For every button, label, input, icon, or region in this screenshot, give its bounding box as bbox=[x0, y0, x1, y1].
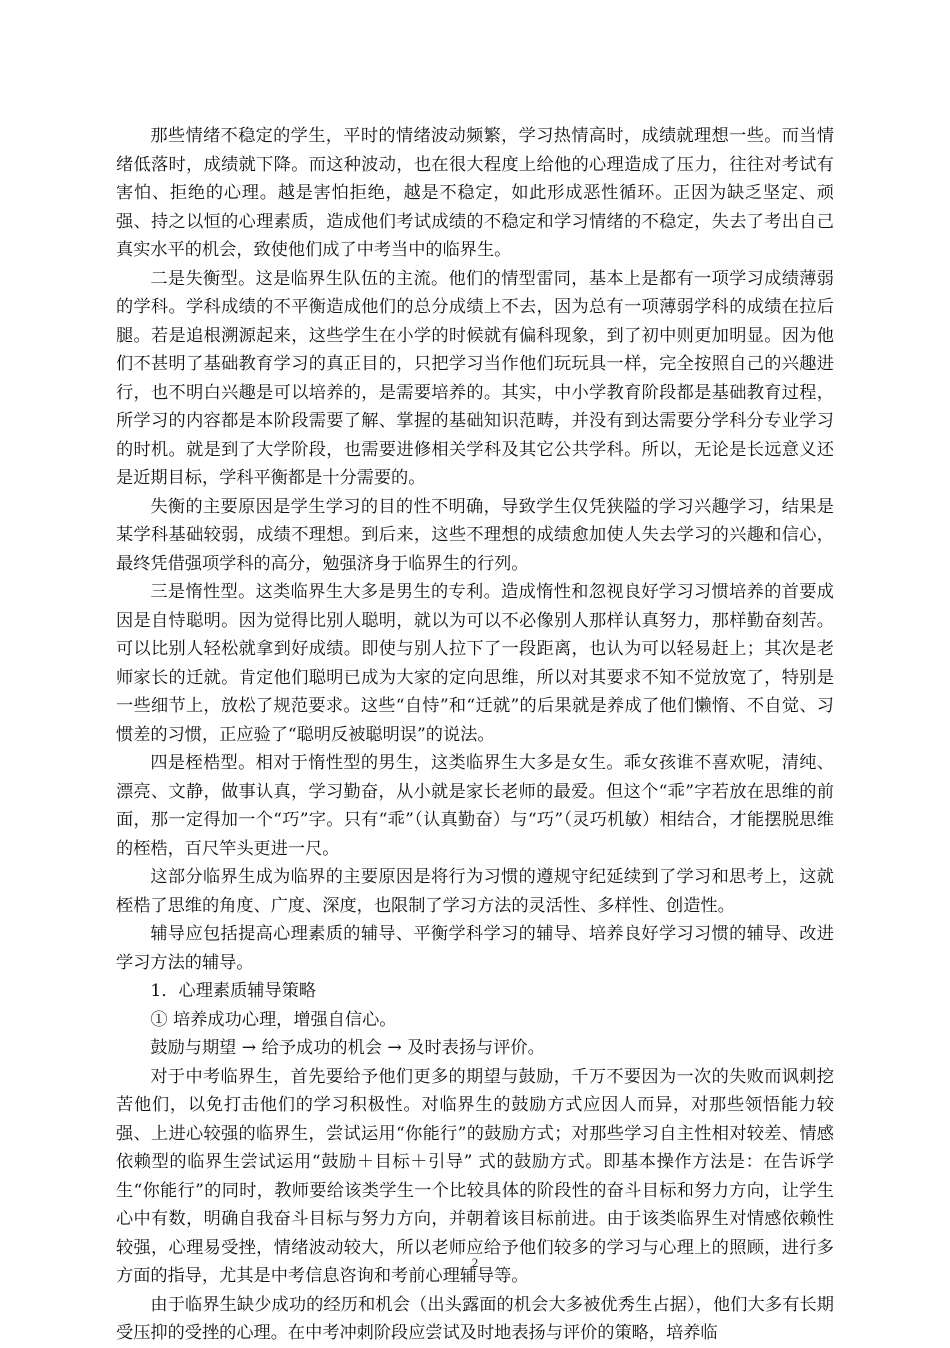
paragraph: 由于临界生缺少成功的经历和机会（出头露面的机会大多被优秀生占据），他们大多有长期受压抑的受挫的心理。在中考冲刺阶段应尝试及时地表扬与评价的策略，培养临 bbox=[116, 1294, 834, 1343]
paragraph: 那些情绪不稳定的学生，平时的情绪波动频繁，学习热情高时，成绩就理想一些。而当情绪低落时，成绩就下降。而这种波动，也在很大程度上给他的心理造成了压力，往往对考试有害怕、拒绝的心理。越是害怕拒绝，越是不稳定，如此形成恶性循环。正因为缺乏坚定、顽强、持之以恒的心理素质，造成他们考试成绩的不稳定和学习情绪的不稳定，失去了考出自己真实水平的机会，致使他们成了中考当中的临界生。 bbox=[116, 126, 834, 260]
paragraph: 三是惰性型。这类临界生大多是男生的专利。造成惰性和忽视良好学习习惯培养的首要成因是自恃聪明。因为觉得比别人聪明，就以为可以不必像别人那样认真努力，那样勤奋刻苦。可以比别人轻松就拿到好成绩。即使与别人拉下了一段距离，也认为可以轻易赶上；其次是老师家长的迁就。肯定他们聪明已成为大家的定向思维，所以对其要求不知不觉放宽了，特别是一些细节上，放松了规范要求。这些“自恃”和“迁就”的后果就是养成了他们懒惰、不自觉、习惯差的习惯，正应验了“聪明反被聪明误”的说法。 bbox=[116, 582, 834, 745]
document-body bbox=[116, 122, 834, 1348]
subsection-heading: ① 培养成功心理，增强自信心。 bbox=[150, 1009, 397, 1030]
paragraph: 这部分临界生成为临界的主要原因是将行为习惯的遵规守纪延续到了学习和思考上，这就桎梏了思维的角度、广度、深度，也限制了学习方法的灵活性、多样性、创造性。 bbox=[116, 867, 834, 916]
paragraph: 辅导应包括提高心理素质的辅导、平衡学科学习的辅导、培养良好学习习惯的辅导、改进学习方法的辅导。 bbox=[116, 924, 834, 973]
paragraph: 对于中考临界生，首先要给予他们更多的期望与鼓励，千万不要因为一次的失败而讽刺挖苦他们，以免打击他们的学习积极性。对临界生的鼓励方式应因人而异，对那些领悟能力较强、上进心较强的临界生，尝试运用“你能行”的鼓励方式；对那些学习自主性相对较差、情感依赖型的临界生尝试运用“鼓励＋目标＋引导” 式的鼓励方式。即基本操作方法是：在告诉学生“你能行”的同时，教师要给该类学生一个比较具体的阶段性的奋斗目标和努力方向，让学生心中有数，明确自我奋斗目标与努力方向，并朝着该目标前进。由于该类临界生对情感依赖性较强，心理易受挫，情绪波动较大，所以老师应给予他们较多的学习与心理上的照顾，进行多方面的指导，尤其是中考信息咨询和考前心理辅导等。 bbox=[116, 1066, 834, 1286]
paragraph: 失衡的主要原因是学生学习的目的性不明确，导致学生仅凭狭隘的学习兴趣学习，结果是某学科基础较弱，成绩不理想。到后来，这些不理想的成绩愈加使人失去学习的兴趣和信心，最终凭借强项学科的高分，勉强济身于临界生的行列。 bbox=[116, 496, 834, 574]
process-flow: 鼓励与期望 → 给予成功的机会 → 及时表扬与评价。 bbox=[150, 1038, 545, 1058]
paragraph: 二是失衡型。这是临界生队伍的主流。他们的情型雷同，基本上是都有一项学习成绩薄弱的学科。学科成绩的不平衡造成他们的总分成绩上不去，因为总有一项薄弱学科的成绩在拉后腿。若是追根溯源起来，这些学生在小学的时候就有偏科现象，到了初中则更加明显。因为他们不甚明了基础教育学习的真正目的，只把学习当作他们玩玩具一样，完全按照自己的兴趣进行，也不明白兴趣是可以培养的，是需要培养的。其实，中小学教育阶段都是基础教育过程，所学习的内容都是本阶段需要了解、掌握的基础知识范畴，并没有到达需要分学科分专业学习的时机。就是到了大学阶段，也需要进修相关学科及其它公共学科。所以，无论是长远意义还是近期目标，学科平衡都是十分需要的。 bbox=[116, 268, 834, 488]
page-number: 2 bbox=[471, 1255, 479, 1270]
paragraph: 四是桎梏型。相对于惰性型的男生，这类临界生大多是女生。乖女孩谁不喜欢呢，清纯、漂亮、文静，做事认真，学习勤奋，从小就是家长老师的最爱。但这个“乖”字若放在思维的前面，那一定得加一个“巧”字。只有“乖”（认真勤奋）与“巧”（灵巧机敏）相结合，才能摆脱思维的桎梏，百尺竿头更进一尺。 bbox=[116, 753, 834, 859]
section-heading: 1．心理素质辅导策略 bbox=[150, 981, 317, 1001]
